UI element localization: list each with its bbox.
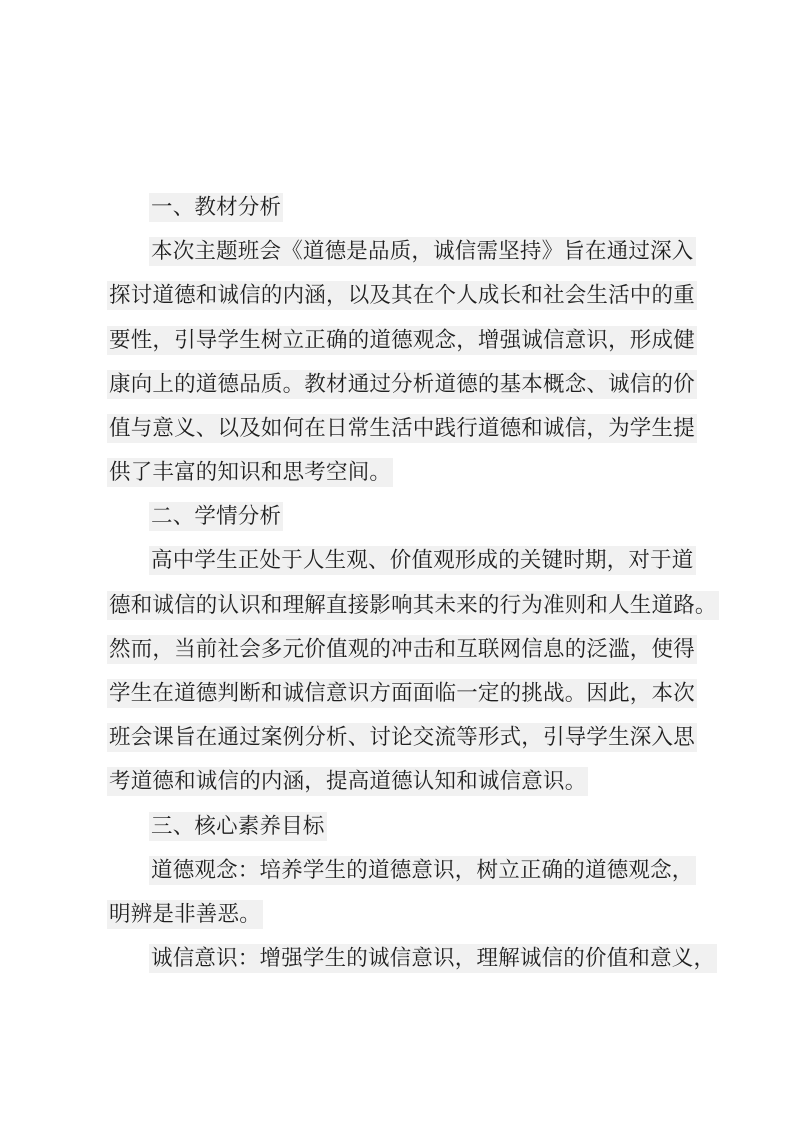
section-heading-1: 一、教材分析 <box>151 195 282 220</box>
paragraph-line: 康向上的道德品质。教材通过分析道德的基本概念、诚信的价 <box>109 372 695 397</box>
paragraph-line: 值与意义、以及如何在日常生活中践行道德和诚信，为学生提 <box>109 416 695 441</box>
section-heading-2: 二、学情分析 <box>151 504 282 529</box>
paragraph-line: 德和诚信的认识和理解直接影响其未来的行为准则和人生道路。 <box>109 593 717 618</box>
paragraph-line: 班会课旨在通过案例分析、讨论交流等形式，引导学生深入思 <box>109 725 695 750</box>
paragraph-line: 然而，当前社会多元价值观的冲击和互联网信息的泛滥，使得 <box>109 637 695 662</box>
paragraph-line: 道德观念：培养学生的道德意识，树立正确的道德观念， <box>151 858 694 883</box>
paragraph-line: 要性，引导学生树立正确的道德观念，增强诚信意识，形成健 <box>109 328 695 353</box>
paragraph-line: 高中学生正处于人生观、价值观形成的关键时期，对于道 <box>151 548 694 573</box>
paragraph-line: 本次主题班会《道德是品质，诚信需坚持》旨在通过深入 <box>151 239 694 264</box>
paragraph-line: 学生在道德判断和诚信意识方面面临一定的挑战。因此，本次 <box>109 681 695 706</box>
paragraph-line: 探讨道德和诚信的内涵，以及其在个人成长和社会生活中的重 <box>109 283 695 308</box>
paragraph-line: 考道德和诚信的内涵，提高道德认知和诚信意识。 <box>109 769 587 794</box>
paragraph-line: 诚信意识：增强学生的诚信意识，理解诚信的价值和意义， <box>151 946 716 971</box>
section-heading-3: 三、核心素养目标 <box>151 814 325 839</box>
paragraph-line: 供了丰富的知识和思考空间。 <box>109 460 392 485</box>
paragraph-line: 明辨是非善恶。 <box>109 902 261 927</box>
